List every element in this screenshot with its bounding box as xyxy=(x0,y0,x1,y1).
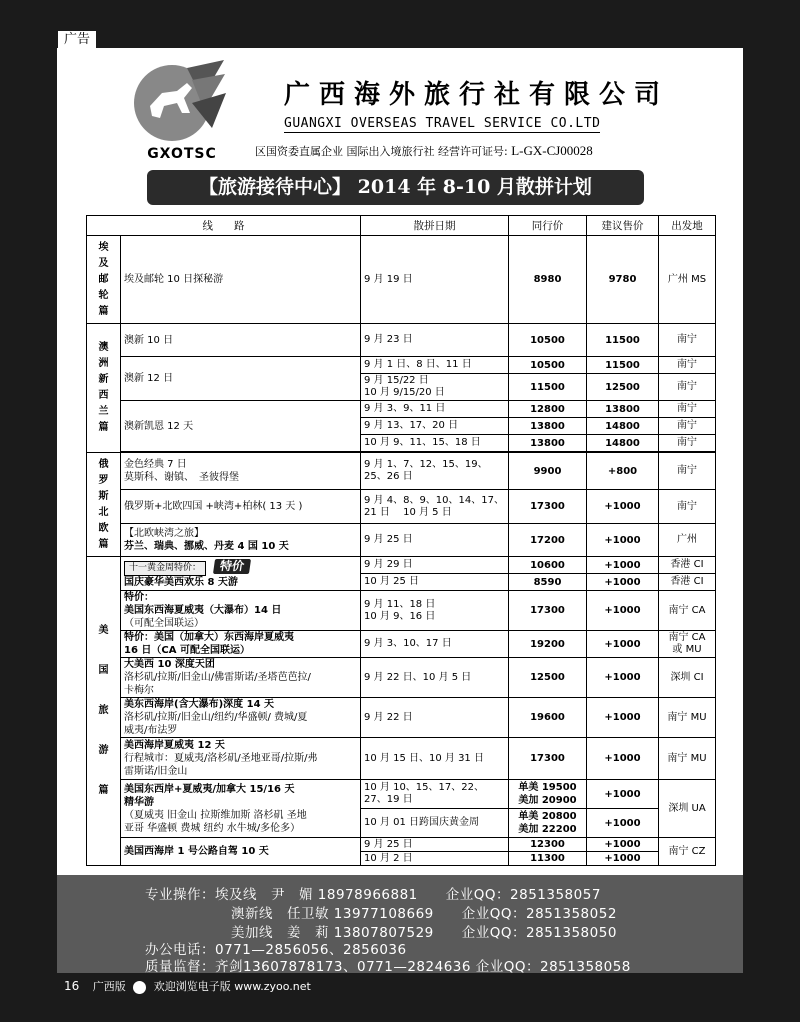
retail-price: +1000 xyxy=(587,809,659,838)
route-cell: 俄罗斯+北欧四国 +峡湾+柏林( 13 天 ) xyxy=(121,490,361,524)
edition-label: 广西版 xyxy=(92,980,126,993)
depart-cell: 深圳 UA xyxy=(659,780,716,838)
peer-price: 单美 19500 美加 20900 xyxy=(509,780,587,809)
retail-price: +1000 xyxy=(587,557,659,574)
header-retail: 建议售价 xyxy=(587,216,659,236)
company-info xyxy=(255,143,593,159)
retail-price: 11500 xyxy=(587,324,659,357)
site-logo-icon xyxy=(133,981,146,994)
header-date: 散拼日期 xyxy=(361,216,509,236)
route-cell: 澳新 10 日 xyxy=(121,324,361,357)
table-row xyxy=(87,631,716,658)
table-row xyxy=(87,698,716,738)
table-row xyxy=(87,738,716,780)
company-logo xyxy=(132,58,227,148)
date-cell: 9 月 13、17、20 日 xyxy=(361,418,509,435)
route-cell: 美国西海岸 1 号公路自驾 10 天 xyxy=(121,838,361,866)
depart-cell: 广州 MS xyxy=(659,236,716,324)
date-cell: 10 月 15 日、10 月 31 日 xyxy=(361,738,509,780)
peer-price: 17300 xyxy=(509,490,587,524)
table-row xyxy=(87,401,716,418)
office-phone: 办公电话：0771—2856056、2856036 xyxy=(145,942,407,958)
route-cell: 特价：美国（加拿大）东西海岸夏威夷 16 日（CA 可配全国联运） xyxy=(121,631,361,658)
date-cell: 9 月 23 日 xyxy=(361,324,509,357)
date-cell: 9 月 1、7、12、15、19、 25、26 日 xyxy=(361,453,509,490)
date-cell: 9 月 1 日、8 日、11 日 xyxy=(361,357,509,374)
peer-price: 13800 xyxy=(509,435,587,452)
retail-price: +1000 xyxy=(587,838,659,852)
depart-cell: 南宁 CA 或 MU xyxy=(659,631,716,658)
special-price-stamp: 特价 xyxy=(213,559,251,574)
retail-price: +800 xyxy=(587,453,659,490)
peer-price: 17300 xyxy=(509,738,587,780)
table-row xyxy=(87,838,716,852)
date-cell: 9 月 15/22 日 10 月 9/15/20 日 xyxy=(361,374,509,401)
peer-price: 17200 xyxy=(509,524,587,557)
peer-price: 单美 20800 美加 22200 xyxy=(509,809,587,838)
company-name-en: GUANGXI OVERSEAS TRAVEL SERVICE CO.LTD xyxy=(284,116,601,131)
peer-price: 12300 xyxy=(509,838,587,852)
retail-price: 14800 xyxy=(587,418,659,435)
site-url[interactable]: 欢迎浏览电子版 www.zyoo.net xyxy=(153,980,311,993)
date-cell: 9 月 3、9、11 日 xyxy=(361,401,509,418)
page-number: 16 xyxy=(64,979,80,993)
retail-price: +1000 xyxy=(587,852,659,866)
peer-price: 11300 xyxy=(509,852,587,866)
depart-cell: 南宁 xyxy=(659,324,716,357)
table-row xyxy=(87,324,716,357)
peer-price: 8590 xyxy=(509,574,587,591)
peer-price: 12800 xyxy=(509,401,587,418)
route-cell: 【北欧峡湾之旅】 芬兰、瑞典、挪威、丹麦 4 国 10 天 xyxy=(121,524,361,557)
depart-cell: 南宁 xyxy=(659,453,716,490)
depart-cell: 香港 CI xyxy=(659,574,716,591)
date-cell: 10 月 25 日 xyxy=(361,574,509,591)
depart-cell: 南宁 xyxy=(659,401,716,418)
peer-price: 19200 xyxy=(509,631,587,658)
depart-cell: 深圳 CI xyxy=(659,658,716,698)
retail-price: +1000 xyxy=(587,490,659,524)
route-cell: 美国东西岸+夏威夷/加拿大 15/16 天 精华游 （夏威夷 旧金山 拉斯维加斯 洛杉矶 圣地 亚哥 华盛顿 费城 纽约 水牛城/多伦多） xyxy=(121,780,361,838)
peer-price: 10500 xyxy=(509,324,587,357)
company-name-cn: 广西海外旅行社有限公司 xyxy=(284,80,670,110)
date-cell: 9 月 4、8、9、10、14、17、 21 日 10 月 5 日 xyxy=(361,490,509,524)
license-number: L-GX-CJ00028 xyxy=(511,143,593,158)
page-bottom xyxy=(64,978,311,994)
table-row xyxy=(87,490,716,524)
table-row xyxy=(87,591,716,631)
ad-tag: 广告 xyxy=(58,31,96,48)
peer-price: 17300 xyxy=(509,591,587,631)
route-cell: 美西海岸夏威夷 12 天 行程城市：夏威夷/洛杉矶/圣地亚哥/拉斯/弗 雷斯诺/旧金山 xyxy=(121,738,361,780)
contact-footer xyxy=(57,875,743,973)
retail-price: +1000 xyxy=(587,631,659,658)
route-cell: 澳新 12 日 xyxy=(121,357,361,401)
peer-price: 8980 xyxy=(509,236,587,324)
header-depart: 出发地 xyxy=(659,216,716,236)
category-usa: 美国旅游篇 xyxy=(87,557,121,866)
route-cell: 美东西海岸(含大瀑布)深度 14 天 洛杉矶/拉斯/旧金山/纽约/华盛顿/ 费城/夏 威夷/布法罗 xyxy=(121,698,361,738)
date-cell: 10 月 01 日跨国庆黄金周 xyxy=(361,809,509,838)
depart-cell: 南宁 CA xyxy=(659,591,716,631)
peer-price: 12500 xyxy=(509,658,587,698)
depart-cell: 南宁 xyxy=(659,418,716,435)
table-row xyxy=(87,453,716,490)
peer-price: 11500 xyxy=(509,374,587,401)
date-cell: 10 月 2 日 xyxy=(361,852,509,866)
category-russia: 俄罗斯北欧篇 xyxy=(87,453,121,557)
contact-aus: 澳新线 任卫敏 13977108669 企业QQ：2851358052 xyxy=(231,906,617,922)
depart-cell: 南宁 xyxy=(659,357,716,374)
date-cell: 9 月 22 日 xyxy=(361,698,509,738)
peer-price: 10500 xyxy=(509,357,587,374)
route-cell: 大美西 10 深度天团 洛杉矶/拉斯/旧金山/佛雷斯诺/圣塔芭芭拉/ 卡梅尔 xyxy=(121,658,361,698)
ad-page xyxy=(57,48,743,973)
date-cell: 9 月 22 日、10 月 5 日 xyxy=(361,658,509,698)
retail-price: 13800 xyxy=(587,401,659,418)
retail-price: 11500 xyxy=(587,357,659,374)
retail-price: +1000 xyxy=(587,574,659,591)
route-cell: 十一黄金周特价： 特价 国庆豪华美西欢乐 8 天游 xyxy=(121,557,361,591)
depart-cell: 香港 CI xyxy=(659,557,716,574)
depart-cell: 南宁 CZ xyxy=(659,838,716,866)
peer-price: 13800 xyxy=(509,418,587,435)
route-cell: 埃及邮轮 10 日探秘游 xyxy=(121,236,361,324)
table-row xyxy=(87,780,716,809)
route-cell: 澳新凯恩 12 天 xyxy=(121,401,361,452)
date-cell: 10 月 10、15、17、22、 27、19 日 xyxy=(361,780,509,809)
date-cell: 9 月 19 日 xyxy=(361,236,509,324)
retail-price: 9780 xyxy=(587,236,659,324)
retail-price: +1000 xyxy=(587,658,659,698)
contact-usa: 美加线 姜 莉 13807807529 企业QQ：2851358050 xyxy=(231,925,617,941)
category-aus: 澳洲新西兰篇 xyxy=(87,324,121,453)
retail-price: 14800 xyxy=(587,435,659,452)
route-cell: 金色经典 7 日 莫斯科、谢镇、 圣彼得堡 xyxy=(121,453,361,490)
company-info-text: 区国资委直属企业 国际出入境旅行社 经营许可证号: xyxy=(255,145,508,158)
header-peer: 同行价 xyxy=(509,216,587,236)
date-cell: 9 月 25 日 xyxy=(361,838,509,852)
date-cell: 9 月 29 日 xyxy=(361,557,509,574)
peer-price: 19600 xyxy=(509,698,587,738)
schedule-table xyxy=(86,215,716,866)
contact-egypt: 专业操作：埃及线 尹 媚 18978966881 企业QQ：2851358057 xyxy=(145,887,601,903)
quality-supervision: 质量监督：齐剑13607878173、0771—2824636 企业QQ：2851358058 xyxy=(145,959,631,975)
date-cell: 10 月 9、11、15、18 日 xyxy=(361,435,509,452)
category-egypt: 埃及邮轮篇 xyxy=(87,236,121,324)
table-row xyxy=(87,236,716,324)
peer-price: 10600 xyxy=(509,557,587,574)
date-cell: 9 月 25 日 xyxy=(361,524,509,557)
logo-text: GXOTSC xyxy=(147,146,217,162)
header-route: 线 路 xyxy=(87,216,361,236)
retail-price: +1000 xyxy=(587,738,659,780)
table-row xyxy=(87,658,716,698)
route-cell: 特价： 美国东西海夏威夷（大瀑布）14 日 （可配全国联运） xyxy=(121,591,361,631)
retail-price: +1000 xyxy=(587,698,659,738)
depart-cell: 南宁 xyxy=(659,490,716,524)
depart-cell: 南宁 xyxy=(659,435,716,452)
table-row xyxy=(87,524,716,557)
peer-price: 9900 xyxy=(509,453,587,490)
depart-cell: 南宁 MU xyxy=(659,738,716,780)
table-header xyxy=(87,216,716,236)
retail-price: 12500 xyxy=(587,374,659,401)
depart-cell: 广州 xyxy=(659,524,716,557)
retail-price: +1000 xyxy=(587,780,659,809)
table-row xyxy=(87,357,716,374)
retail-price: +1000 xyxy=(587,591,659,631)
plan-banner: 【旅游接待中心】 2014 年 8-10 月散拼计划 xyxy=(147,170,644,205)
depart-cell: 南宁 MU xyxy=(659,698,716,738)
date-cell: 9 月 11、18 日 10 月 9、16 日 xyxy=(361,591,509,631)
depart-cell: 南宁 xyxy=(659,374,716,401)
retail-price: +1000 xyxy=(587,524,659,557)
table-row xyxy=(87,557,716,574)
date-cell: 9 月 3、10、17 日 xyxy=(361,631,509,658)
